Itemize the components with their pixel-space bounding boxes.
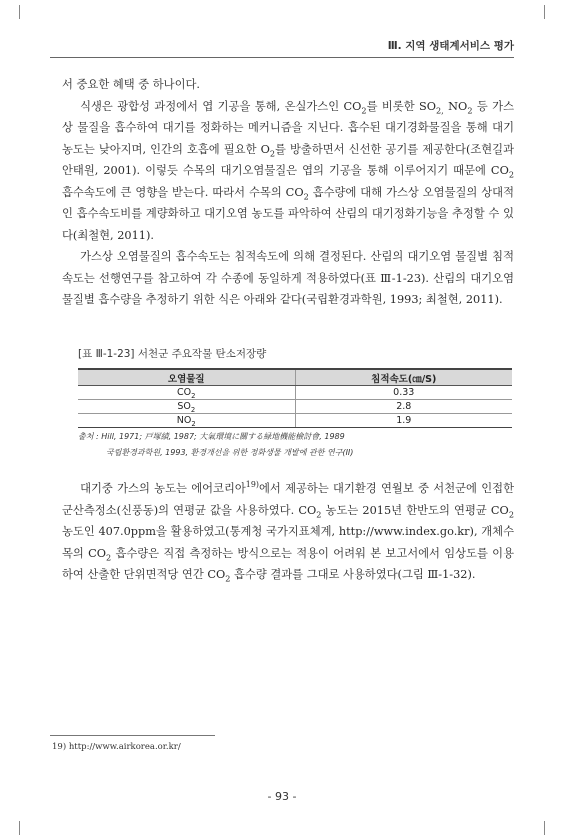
table-header-row bbox=[78, 369, 512, 386]
crop-mark-top-right bbox=[544, 5, 559, 19]
table-caption: [표 Ⅲ-1-23] 서천군 주요작물 탄소저장량 bbox=[78, 348, 267, 360]
pollutant-cell: $CO_2$ bbox=[78, 386, 295, 400]
page-number: - 93 - bbox=[267, 790, 297, 803]
crop-mark-bottom-right bbox=[544, 821, 559, 835]
table-source bbox=[78, 429, 518, 461]
value-cell: 1.9 bbox=[295, 414, 512, 428]
value-cell: 2.8 bbox=[295, 400, 512, 414]
paragraph-deposition-velocity: 가스상 오염물질의 흡수속도는 침적속도에 의해 결정된다. 산림의 대기오염 물질별 침적속도는 선행연구를 참고하여 각 수종에 동일하게 적용하였다(표 Ⅲ-1-23). 산림의 대기오염 물질별 흡수량을 추정하기 위한 식은 아래와 같다(국립환경과학원, 1993; 최철현, 2011). bbox=[62, 250, 514, 306]
column-header-deposition-velocity: 침적속도(㎝/S) bbox=[295, 369, 512, 386]
source-line: 국립환경과학원, 1993, 환경개선을 위한 정화생물 개발에 관한 연구(II) bbox=[106, 448, 354, 457]
value-cell: 0.33 bbox=[295, 386, 512, 400]
footnote-ref[interactable]: 19) bbox=[245, 480, 259, 490]
footnote: 19) http://www.airkorea.or.kr/ bbox=[52, 742, 181, 752]
footnote-rule bbox=[50, 735, 215, 736]
paragraph-gas-concentration: 대기중 가스의 농도는 에어코리아$^{19)}$에서 제공하는 대기환경 연월보 중 서천군에 인접한 군산측정소(신풍동)의 연평균 값을 사용하였다. $CO_2$ 농도는 2015년 한반도의 연평균 $CO_2$ 농도인 407.0ppm을 활용하였고(통계청 국가지표체계, http://www.index.go.kr), 개체수목의 $CO_2$ 흡수량은 직접 측정하는 방식으로는 적용이 어려워 본 보고서에서 임상도를 이용하여 산출한 단위면적당 연간 $CO_2$ 흡수량 결과를 그대로 사용하였다(그림 Ⅲ-1-32). bbox=[62, 480, 514, 584]
column-header-pollutant: 오염물질 bbox=[78, 369, 295, 386]
header-rule bbox=[50, 57, 514, 58]
pollutant-cell: $NO_2$ bbox=[78, 414, 295, 428]
table-row bbox=[78, 400, 512, 414]
paragraph-vegetation-absorption: 식생은 광합성 과정에서 엽 기공을 통해, 온실가스인 $CO_2$를 비롯한 $SO_{2,}$ $NO_2$ 등 가스상 물질을 흡수하여 대기를 정화하는 메커니즘을 지닌다. 흡수된 대기경화물질을 통해 대기농도는 낮아지며, 인간의 호흡에 필요한 $O_2$를 방출하면서 신선한 공기를 제공한다(조현길과 안태원, 2001). 이렇듯 수목의 대기오염물질은 엽의 기공을 통해 이루어지기 때문에 $CO_2$ 흡수속도에 큰 영향을 받는다. 따라서 수목의 $CO_2$ 흡수량에 대해 가스상 오염물질의 상대적인 흡수속도비를 계량화하고 대기오염 농도를 파악하여 산림의 대기정화기능을 추정할 수 있다(최철현, 2011). bbox=[62, 99, 515, 242]
table-row bbox=[78, 386, 512, 400]
source-line: 출처 : Hill, 1971; 戸塚績, 1987; 大氣環境に關する緑地機能檢討會, 1989 bbox=[78, 432, 345, 441]
pollutant-cell: $SO_2$ bbox=[78, 400, 295, 414]
table-row bbox=[78, 414, 512, 428]
crop-mark-top-left bbox=[5, 5, 20, 19]
paragraph-continuation: 서 중요한 혜택 중 하나이다. bbox=[62, 78, 200, 91]
crop-mark-bottom-left bbox=[5, 821, 20, 835]
body-text bbox=[62, 74, 514, 311]
running-header: Ⅲ. 지역 생태계서비스 평가 bbox=[387, 40, 514, 52]
deposition-velocity-table bbox=[78, 368, 512, 428]
body-text-lower bbox=[62, 478, 514, 586]
